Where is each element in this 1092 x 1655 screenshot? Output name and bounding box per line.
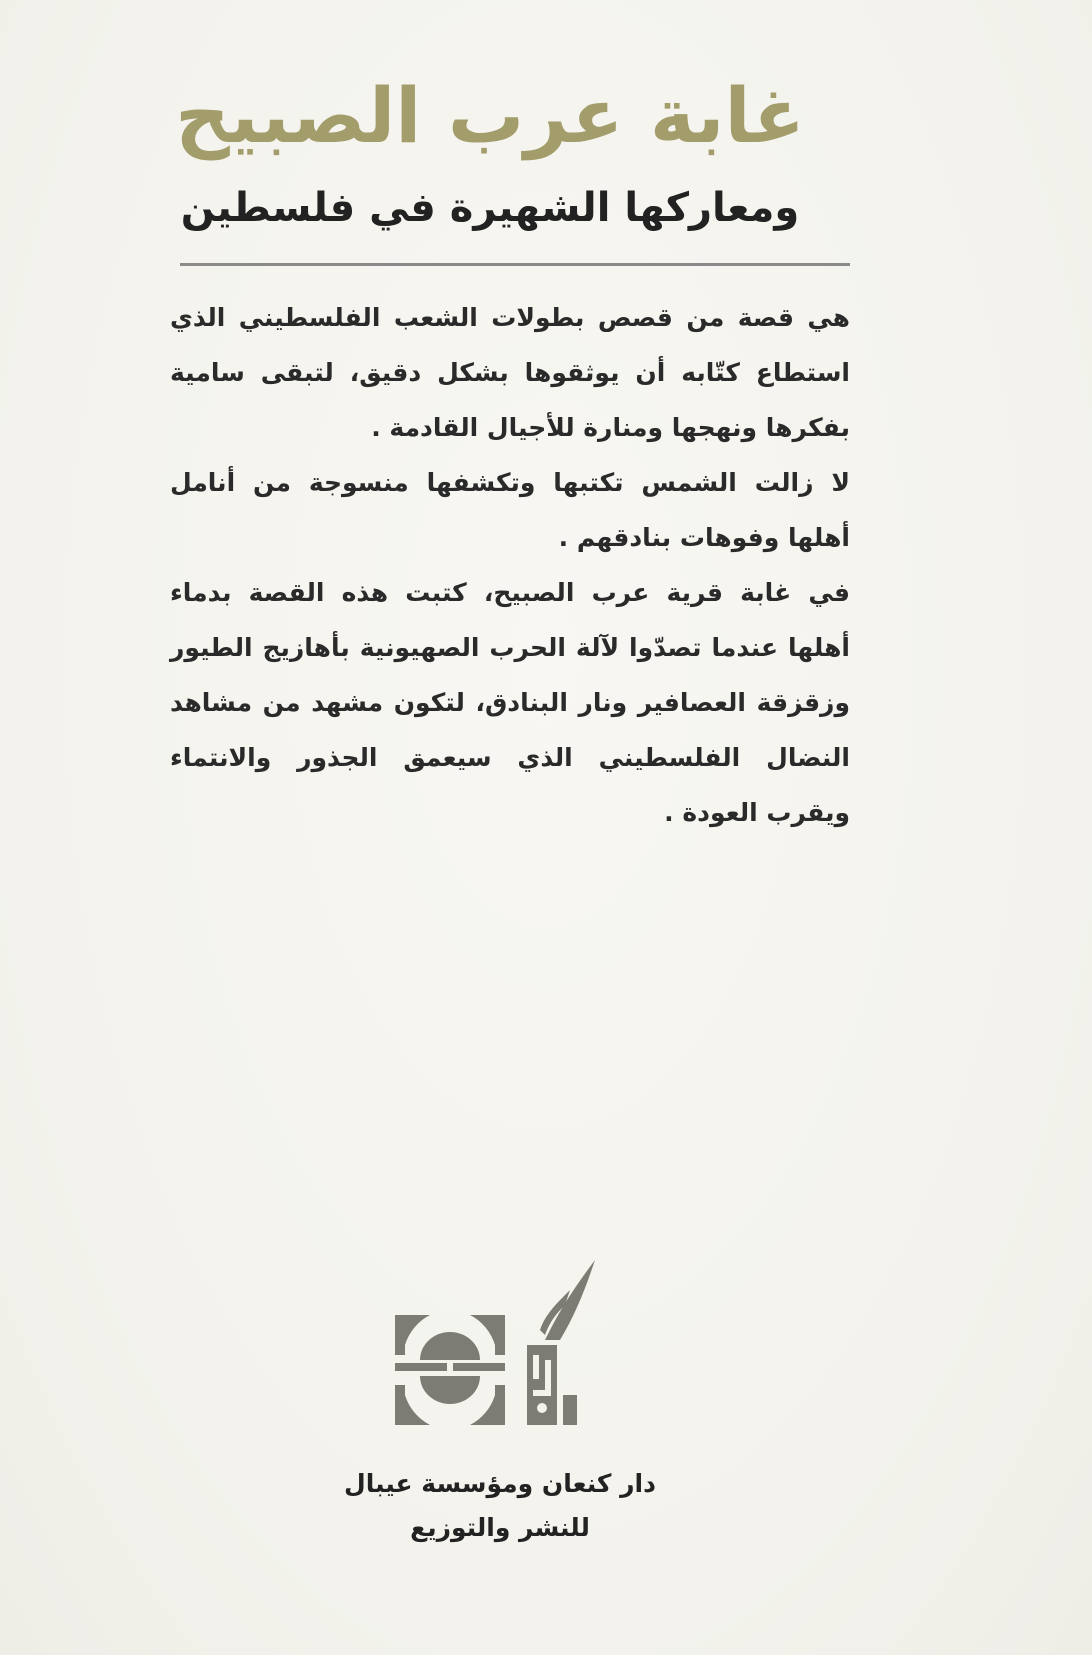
blurb-paragraph-3: في غابة قرية عرب الصبيح، كتبت هذه القصة بدماء أهلها عندما تصدّوا لآلة الحرب الصهيونية بأهازيج الطيور وزقزقة العصافير ونار البنادق، لتكون مشهد من مشاهد النضال الفلسطيني الذي سيعمق الجذور والانتماء ويقرب العودة . [170, 578, 850, 827]
publisher-line-1: دار كنعان ومؤسسة عيبال [344, 1469, 656, 1498]
blurb-paragraph-1: هي قصة من قصص بطولات الشعب الفلسطيني الذي استطاع كتّابه أن يوثقوها بشكل دقيق، لتبقى سامية بفكرها ونهجها ومنارة للأجيال القادمة . [170, 303, 850, 442]
publisher-name [330, 1462, 670, 1550]
blurb-text [170, 290, 850, 840]
publisher-logo-icon [395, 1260, 635, 1450]
title-divider [180, 263, 850, 266]
book-subtitle: ومعاركها الشهيرة في فلسطين [180, 185, 800, 231]
publisher-line-2: للنشر والتوزيع [410, 1513, 590, 1542]
blurb-paragraph-2: لا زالت الشمس تكتبها وتكشفها منسوجة من أنامل أهلها وفوهات بنادقهم . [170, 468, 850, 552]
book-title: غابة عرب الصبيح [175, 71, 805, 160]
